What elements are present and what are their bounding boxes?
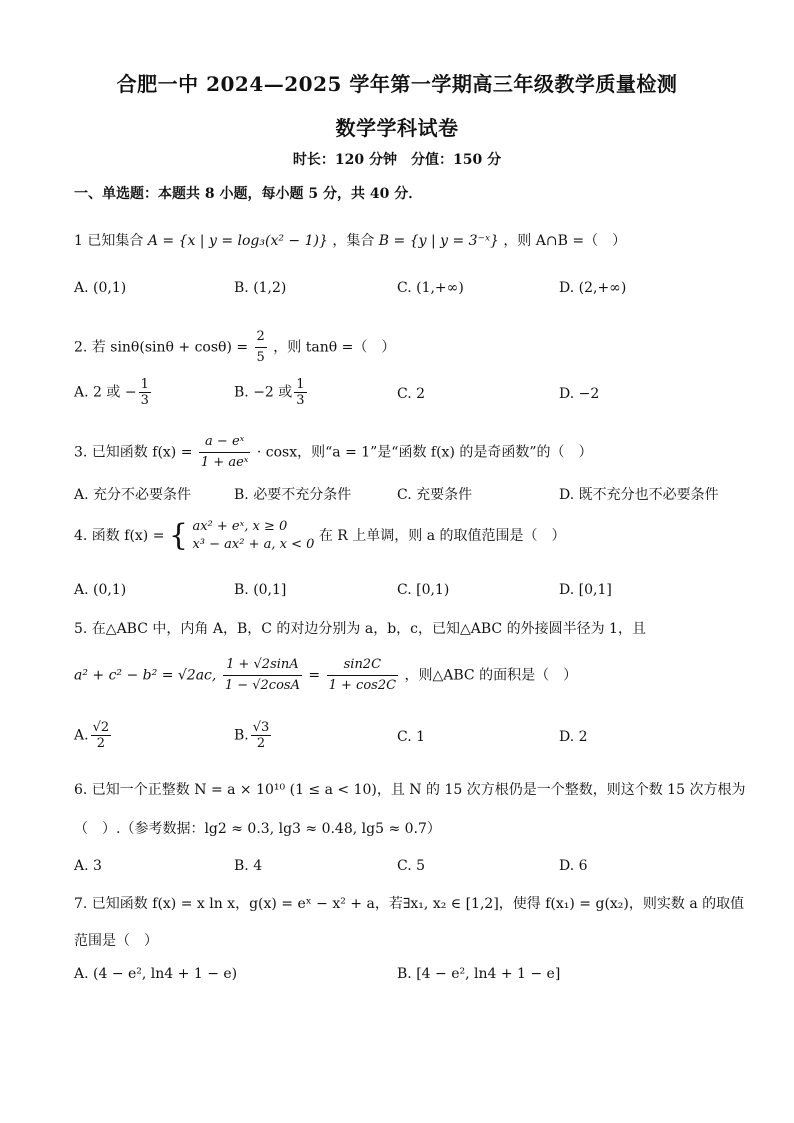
q4-cases: ax² + eˣ, x ≥ 0 x³ − ax² + a, x < 0: [192, 519, 315, 552]
question-1: [74, 231, 626, 251]
q3-option-b: B. 必要不充分条件: [234, 487, 352, 503]
q4-lead: 4. 函数 f(x) =: [74, 528, 165, 544]
q3-tail: · cosx，则“a = 1”是“函数 f(x) 的是奇函数”的（ ）: [256, 444, 593, 461]
question-4: [74, 518, 566, 554]
q2-tail: ，则 tanθ =（ ）: [273, 339, 396, 356]
q4-option-c: C. [0,1): [397, 582, 450, 598]
q6-option-a: A. 3: [74, 858, 102, 874]
q5-option-c: C. 1: [397, 729, 426, 745]
q5-eq1: a² + c² − b² = √2ac,: [74, 667, 217, 684]
q5-option-b: B. $\frac{√3}{2}$: [234, 720, 270, 751]
q4-option-a: A. (0,1): [74, 582, 127, 598]
q5-tail: ，则△ABC 的面积是（ ）: [404, 667, 578, 684]
q6-option-c: C. 5: [397, 858, 426, 874]
q4-brace: {: [168, 518, 188, 553]
q5-fraction-2: $\frac{\sin 2C}{1 + \cos 2C}$: [328, 657, 397, 693]
question-5-line-1: 5. 在△ABC 中，内角 A，B，C 的对边分别为 a，b，c，已知△ABC 的外接圆半径为 1，且: [74, 621, 646, 637]
q5-fraction-1: $\frac{1 + √2\sin A}{1 - √2\cos A}$: [224, 657, 300, 693]
question-2: [74, 327, 395, 368]
q3-fraction: $\frac{\text{a − eˣ}}{\text{1 + aeˣ}}$: [200, 434, 249, 470]
q6-option-d: D. 6: [559, 858, 588, 874]
q3-option-d: D. 既不充分也不必要条件: [559, 487, 719, 503]
question-7-line-1: 7. 已知函数 f(x) = x ln x，g(x) = eˣ − x² + a，若∃x₁, x₂ ∈ [1,2]，使得 f(x₁) = g(x₂)，则实数 a 的取值: [74, 896, 745, 912]
q2-option-b: B. −2 或 $\frac{1}{3}$: [234, 377, 305, 408]
question-3: [74, 432, 593, 473]
q3-option-c: C. 充要条件: [397, 487, 473, 503]
question-5-line-2: a² + c² − b² = √2ac, $\frac{1 + √2\sin A}{1 - √2\cos A}$ = $\frac{\sin 2C}{1 + \cos 2C}$ ，则△ABC 的面积是（ ）: [74, 655, 577, 696]
section-heading: 一、单选题：本题共 8 小题，每小题 5 分，共 40 分．: [74, 186, 423, 202]
q2-lead: 2. 若 sinθ(sinθ + cosθ) =: [74, 339, 249, 356]
q7-option-a: A. (4 − e², ln4 + 1 − e): [74, 966, 238, 982]
question-7-line-2: 范围是（ ）: [74, 933, 158, 949]
q3-option-a: A. 充分不必要条件: [74, 487, 192, 503]
q1-lead: 1 已知集合: [74, 233, 144, 249]
q1-option-a: A. (0,1): [74, 280, 127, 296]
q1-option-d: D. (2,+∞): [559, 280, 627, 296]
q7-option-b: B. [4 − e², ln4 + 1 − e]: [397, 966, 561, 982]
q5-option-d: D. 2: [559, 729, 588, 745]
question-6-line-1: 6. 已知一个正整数 N = a × 10¹⁰ (1 ≤ a < 10)，且 N 的 15 次方根仍是一个整数，则这个数 15 次方根为: [74, 782, 746, 798]
exam-meta: 时长：120 分钟 分值：150 分: [292, 152, 502, 168]
q4-tail: 在 R 上单调，则 a 的取值范围是（ ）: [318, 528, 566, 544]
q1-option-b: B. (1,2): [234, 280, 287, 296]
q4-option-b: B. (0,1]: [234, 582, 287, 598]
q1-option-c: C. (1,+∞): [397, 280, 464, 296]
q2-option-a: A. 2 或 − $\frac{1}{3}$: [74, 377, 149, 408]
q2-option-c: C. 2: [397, 386, 426, 402]
q5-option-a: A. $\frac{√2}{2}$: [74, 720, 110, 751]
q3-lead: 3. 已知函数 f(x) =: [74, 444, 193, 461]
q2-option-d: D. −2: [559, 386, 600, 402]
exam-subtitle: 数学学科试卷: [335, 116, 459, 140]
q2-fraction: $\frac{2}{5}$: [256, 329, 265, 365]
question-6-line-2: （ ）.（参考数据：lg2 ≈ 0.3, lg3 ≈ 0.48, lg5 ≈ 0.7）: [74, 821, 441, 837]
q1-set-b: B = {y | y = 3⁻ˣ}: [378, 233, 499, 249]
exam-title: 合肥一中 2024—2025 学年第一学期高三年级教学质量检测: [116, 72, 678, 96]
q1-mid: ，集合: [332, 233, 375, 249]
q6-option-b: B. 4: [234, 858, 263, 874]
q4-option-d: D. [0,1]: [559, 582, 612, 598]
q1-tail: ，则 A∩B =（ ）: [503, 233, 627, 249]
q1-set-a: A = {x | y = log₃(x² − 1)}: [147, 233, 328, 249]
